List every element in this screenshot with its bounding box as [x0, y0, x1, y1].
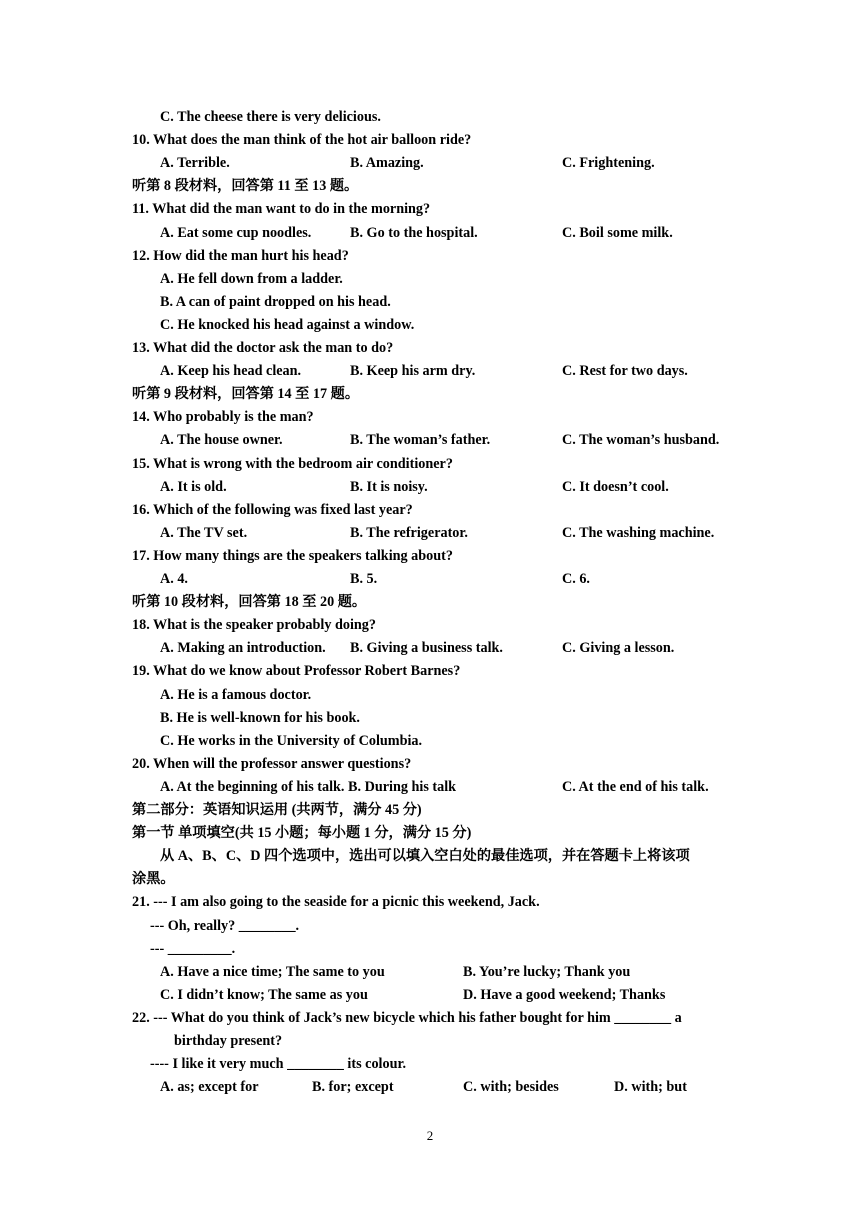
question-text: 13. What did the doctor ask the man to do? [132, 340, 394, 356]
answer-option: C. Frightening. [562, 155, 655, 172]
question-continuation: birthday present? [174, 1033, 283, 1049]
answer-option: A. as; except for [160, 1079, 259, 1096]
answer-option: B. It is noisy. [350, 478, 428, 495]
answer-option: B. Go to the hospital. [350, 224, 478, 241]
answer-option: C. He works in the University of Columbia. [160, 732, 423, 749]
answer-option: C. Giving a lesson. [562, 640, 675, 657]
answer-option: B. Keep his arm dry. [350, 363, 476, 380]
section-heading: 听第 8 段材料，回答第 11 至 13 题。 [132, 178, 359, 195]
answer-option: A. He fell down from a ladder. [160, 270, 343, 287]
answer-option: C. with; besides [463, 1079, 559, 1096]
dialogue-line: --- Oh, really? ________. [150, 917, 300, 934]
question-text: 22. --- What do you think of Jack’s new bicycle which his father bought for him ________ a [132, 1009, 682, 1026]
answer-option: C. He knocked his head against a window. [160, 316, 415, 333]
answer-option: A. The house owner. [160, 432, 283, 449]
answer-option: A. Terrible. [160, 155, 230, 172]
answer-option: C. It doesn’t cool. [562, 478, 669, 495]
question-text: 12. How did the man hurt his head? [132, 247, 349, 264]
answer-option: B. He is well-known for his book. [160, 709, 360, 726]
answer-option: C. At the end of his talk. [562, 778, 709, 795]
answer-option: A. It is old. [160, 478, 227, 495]
question-text: 10. What does the man think of the hot air balloon ride? [132, 132, 472, 149]
question-text: 15. What is wrong with the bedroom air conditioner? [132, 455, 453, 472]
section-heading: 听第 9 段材料，回答第 14 至 17 题。 [132, 386, 360, 403]
answer-option: B. for; except [312, 1079, 394, 1096]
answer-option: B. The refrigerator. [350, 524, 468, 541]
answer-option: A. Keep his head clean. [160, 363, 302, 380]
answer-option: A. 4. [160, 571, 188, 587]
answer-option: D. Have a good weekend; Thanks [463, 986, 666, 1003]
answer-option: A. Making an introduction. [160, 640, 326, 657]
answer-option: C. 6. [562, 571, 590, 587]
answer-option: A. He is a famous doctor. [160, 686, 312, 703]
instruction-text: 从 A、B、C、D 四个选项中，选出可以填入空白处的最佳选项，并在答题卡上将该项 [160, 848, 690, 865]
answer-option: B. Amazing. [350, 155, 424, 172]
answer-option: C. I didn’t know; The same as you [160, 986, 368, 1003]
question-text: 14. Who probably is the man? [132, 409, 314, 426]
answer-option: A. Eat some cup noodles. [160, 224, 312, 241]
question-text: 19. What do we know about Professor Robert Barnes? [132, 663, 461, 680]
section-heading: 第二部分：英语知识运用 (共两节，满分 45 分) [132, 802, 422, 818]
answer-option: C. The washing machine. [562, 524, 715, 541]
answer-option: A. The TV set. [160, 524, 248, 541]
question-text: 16. Which of the following was fixed last year? [132, 501, 413, 518]
question-text: 20. When will the professor answer questions? [132, 755, 412, 772]
answer-option: B. You’re lucky; Thank you [463, 963, 631, 980]
answer-option: B. 5. [350, 571, 378, 587]
answer-option: D. with; but [614, 1079, 687, 1096]
question-text: 11. What did the man want to do in the morning? [132, 201, 431, 218]
dialogue-line: --- _________. [150, 940, 236, 957]
dialogue-line: ---- I like it very much ________ its colour. [150, 1056, 407, 1073]
question-text: 17. How many things are the speakers talking about? [132, 547, 453, 564]
answer-option: C. Rest for two days. [562, 363, 688, 380]
answer-option: C. Boil some milk. [562, 224, 673, 241]
answer-option: B. Giving a business talk. [350, 640, 503, 657]
page-number: 2 [426, 1128, 434, 1143]
section-heading: 第一节 单项填空(共 15 小题；每小题 1 分，满分 15 分) [132, 825, 472, 842]
question-text: 21. --- I am also going to the seaside for a picnic this weekend, Jack. [132, 894, 540, 911]
section-heading: 涂黑。 [132, 871, 175, 888]
question-text: 18. What is the speaker probably doing? [132, 617, 376, 634]
answer-option: A. At the beginning of his talk. B. During his talk [160, 778, 457, 795]
answer-option: C. The woman’s husband. [562, 432, 720, 449]
answer-option: B. The woman’s father. [350, 432, 491, 449]
answer-option: C. The cheese there is very delicious. [160, 109, 381, 125]
section-heading: 听第 10 段材料，回答第 18 至 20 题。 [132, 594, 367, 611]
answer-option: B. A can of paint dropped on his head. [160, 293, 391, 310]
answer-option: A. Have a nice time; The same to you [160, 963, 385, 980]
